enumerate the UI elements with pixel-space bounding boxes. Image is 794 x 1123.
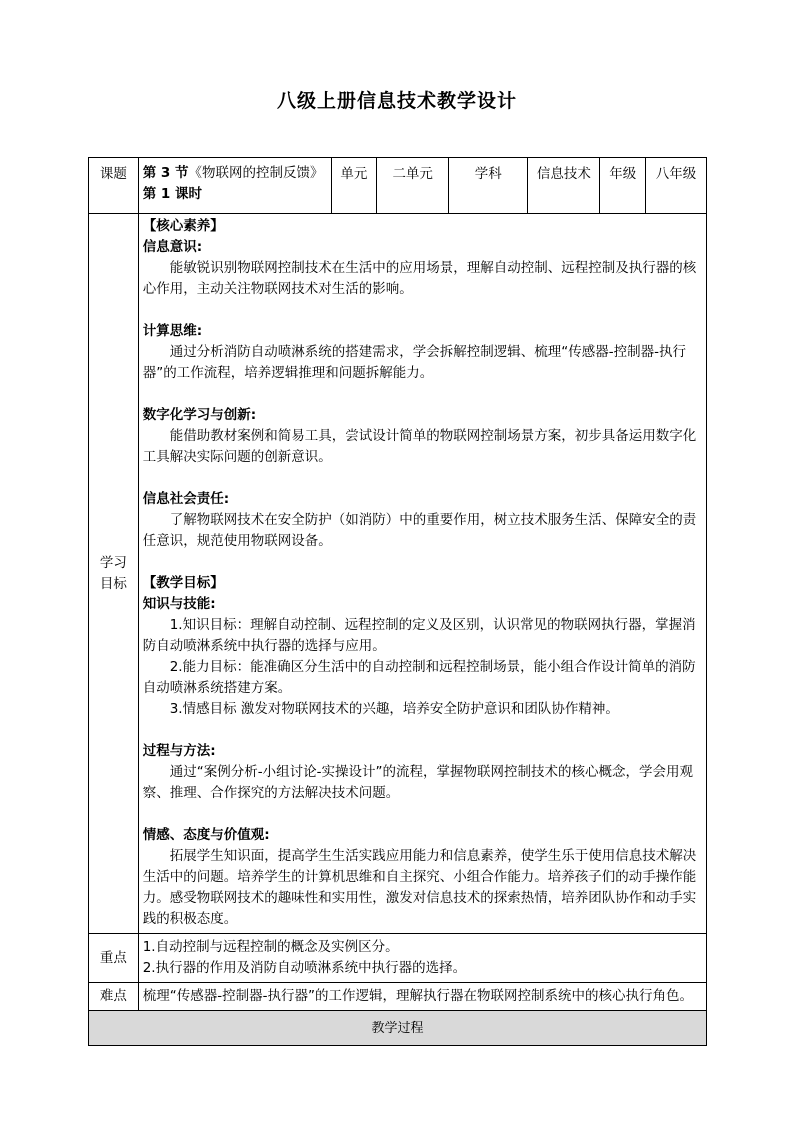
difficulty-label: 难点 xyxy=(89,983,139,1011)
objectives-row xyxy=(89,214,707,934)
teaching-process-header: 教学过程 xyxy=(89,1011,707,1046)
objectives-content xyxy=(138,214,706,934)
lesson-name: 第 3 节《物联网的控制反馈》第 1 课时 xyxy=(138,158,331,214)
social-responsibility-text: 了解物联网技术在安全防护（如消防）中的重要作用，树立技术服务生活、保障安全的责任意识，规范使用物联网设备。 xyxy=(142,512,697,549)
key-points-label: 重点 xyxy=(89,934,139,983)
emotion-goal: 3.情感目标 激发对物联网技术的兴趣，培养安全防护意识和团队协作精神。 xyxy=(169,701,619,717)
process-method-text: 通过“案例分析-小组讨论-实操设计”的流程，掌握物联网控制技术的核心概念，学会用观察、推理、合作探究的方法解决技术问题。 xyxy=(142,764,693,801)
knowledge-goal: 1.知识目标：理解自动控制、远程控制的定义及区别，认识常见的物联网执行器，掌握消防自动喷淋系统中执行器的选择与应用。 xyxy=(142,617,696,654)
attitude-values-heading: 情感、态度与价值观: xyxy=(142,827,270,843)
header-row xyxy=(89,158,707,214)
computational-thinking-text: 通过分析消防自动喷淋系统的搭建需求，学会拆解控制逻辑、梳理“传感器-控制器-执行器”的工作流程，培养逻辑推理和问题拆解能力。 xyxy=(142,344,686,381)
lesson-label: 课题 xyxy=(89,158,139,214)
digital-learning-text: 能借助教材案例和简易工具，尝试设计简单的物联网控制场景方案，初步具备运用数字化工具解决实际问题的创新意识。 xyxy=(142,428,697,465)
process-header-row xyxy=(89,1011,707,1046)
unit-label: 单元 xyxy=(331,158,377,214)
social-responsibility-heading: 信息社会责任: xyxy=(142,491,230,507)
key-points-content xyxy=(138,934,706,983)
subject-value: 信息技术 xyxy=(528,158,600,214)
process-method-heading: 过程与方法: xyxy=(142,743,216,759)
core-literacy-heading: 【核心素养】 xyxy=(142,218,224,234)
key-points-row xyxy=(89,934,707,983)
page-title: 八级上册信息技术教学设计 xyxy=(276,90,517,112)
difficulty-row xyxy=(89,983,707,1011)
computational-thinking-heading: 计算思维: xyxy=(142,323,203,339)
objectives-label: 学习 目标 xyxy=(89,214,139,934)
key-point-1: 1.自动控制与远程控制的概念及实例区分。 xyxy=(142,939,399,955)
info-awareness-text: 能敏锐识别物联网控制技术在生活中的应用场景，理解自动控制、远程控制及执行器的核心作用，主动关注物联网技术对生活的影响。 xyxy=(142,260,697,297)
digital-learning-heading: 数字化学习与创新: xyxy=(142,407,257,423)
key-point-2: 2.执行器的作用及消防自动喷淋系统中执行器的选择。 xyxy=(142,960,467,976)
subject-label: 学科 xyxy=(449,158,528,214)
lesson-plan-table xyxy=(88,157,707,1046)
info-awareness-heading: 信息意识: xyxy=(142,239,203,255)
grade-value: 八年级 xyxy=(646,158,707,214)
attitude-values-text: 拓展学生知识面，提高学生生活实践应用能力和信息素养，使学生乐于使用信息技术解决生活中的问题。培养学生的计算机思维和自主探究、小组合作能力。培养孩子们的动手操作能力。感受物联网技术的趣味性和实用性，激发对信息技术的探索热情，培养团队协作和动手实践的积极态度。 xyxy=(142,848,697,927)
teaching-goals-heading: 【教学目标】 xyxy=(142,575,224,591)
grade-label: 年级 xyxy=(600,158,646,214)
unit-value: 二单元 xyxy=(377,158,449,214)
knowledge-skills-heading: 知识与技能: xyxy=(142,596,216,612)
difficulty-content: 梳理“传感器-控制器-执行器”的工作逻辑，理解执行器在物联网控制系统中的核心执行角色。 xyxy=(138,983,706,1011)
ability-goal: 2.能力目标：能准确区分生活中的自动控制和远程控制场景，能小组合作设计简单的消防自动喷淋系统搭建方案。 xyxy=(142,659,696,696)
